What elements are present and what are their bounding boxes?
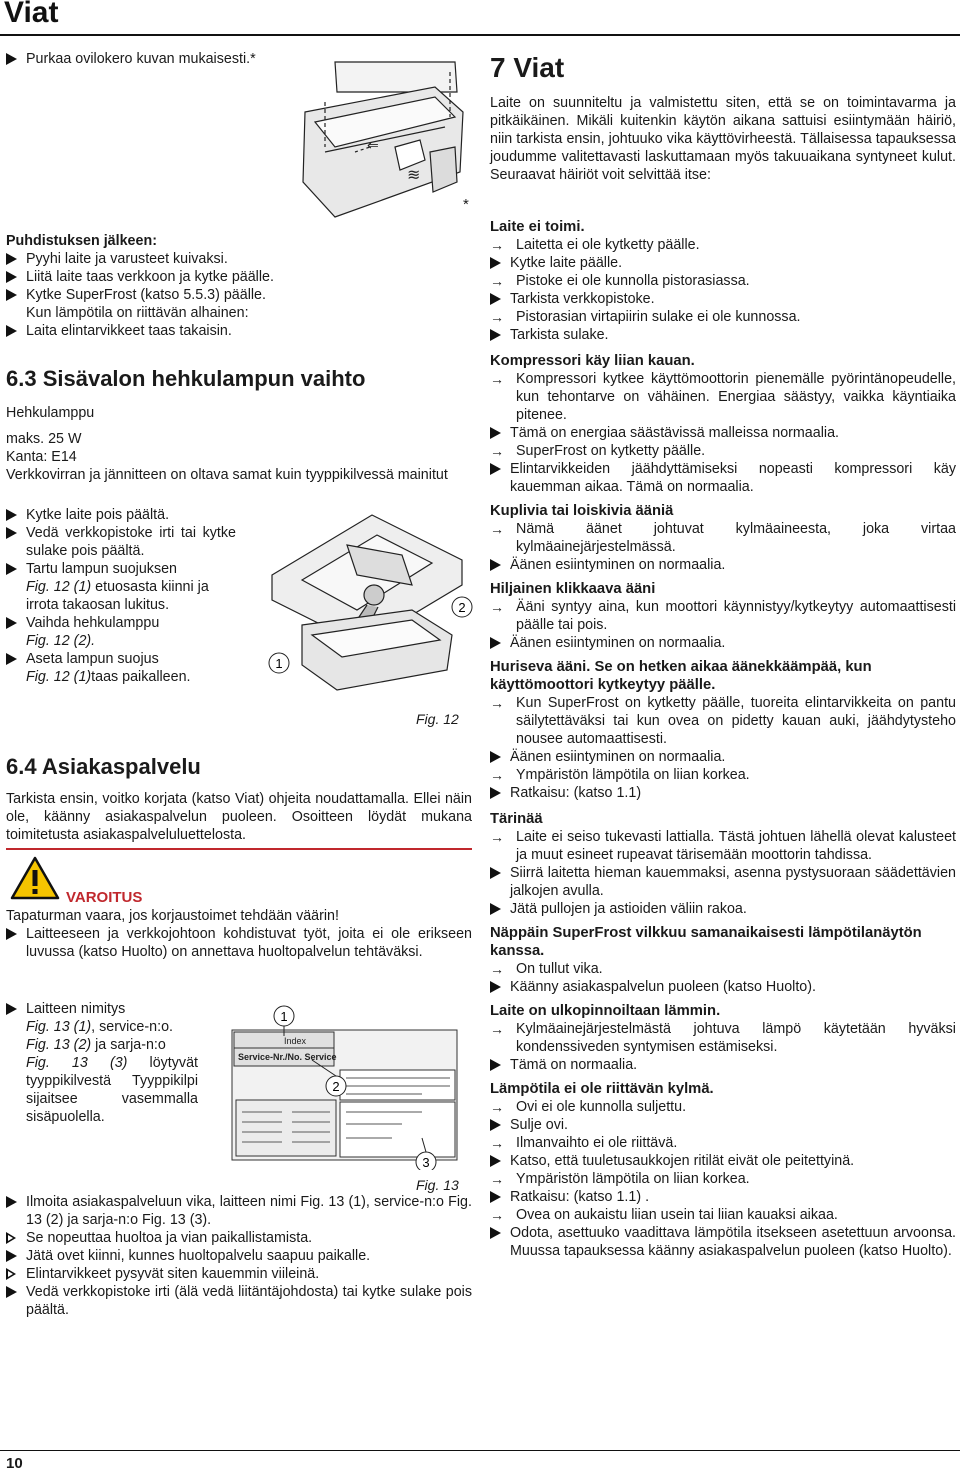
fig12-callout-1: 1 xyxy=(275,656,283,671)
fault-groups xyxy=(490,212,956,1260)
remedy-item: Kytke laite päälle. xyxy=(490,254,956,272)
cause-item: → Kompressori kytkee käyttömoottorin pienemälle pyörintänopeudelle, kun tehontarve on vähäinen. Energiaa säästyy, vaikka käyntiaika pitenee. xyxy=(490,370,956,424)
fig12-caption: Fig. 12 xyxy=(416,711,459,727)
remedy-item: Tarkista sulake. xyxy=(490,326,956,344)
bulb-specs: Hehkulamppu maks. 25 W Kanta: E14 Verkkovirran ja jännitteen on oltava samat kuin tyyppikilvessä mainitut xyxy=(6,405,448,483)
section-6-4-title: 6.4 Asiakaspalvelu xyxy=(6,754,201,779)
cause-item: → SuperFrost on kytketty päälle. xyxy=(490,442,956,460)
list-item: Vedä verkkopistoke irti tai kytke sulake pois päältä. xyxy=(6,524,236,560)
fig11-star: * xyxy=(463,196,469,213)
fault-title: Kompressori käy liian kauan. xyxy=(490,353,695,369)
list-item: Vaihda hehkulamppu Fig. 12 (2). xyxy=(6,614,236,650)
cause-item: → Pistorasian virtapiirin sulake ei ole kunnossa. xyxy=(490,308,956,326)
fault-group xyxy=(490,1002,956,1074)
cleaning-heading: Puhdistuksen jälkeen: xyxy=(6,233,157,249)
cause-item: → Kylmäainejärjestelmästä johtuva lämpö käytetään hyväksi kondenssiveden syntymisen estämiseksi. xyxy=(490,1020,956,1056)
fault-group xyxy=(490,924,956,996)
fault-group xyxy=(490,502,956,574)
intro-step: Purkaa ovilokero kuvan mukaisesti.* xyxy=(6,50,472,68)
list-item: Liitä laite taas verkkoon ja kytke päälle. xyxy=(6,268,472,286)
fault-title: Laite on ulkopinnoiltaan lämmin. xyxy=(490,1003,721,1019)
list-item: Kun lämpötila on riittävän alhainen: xyxy=(26,305,249,321)
cleaning-section xyxy=(6,232,472,340)
fig13-service-label: Service-Nr./No. Service xyxy=(238,1052,337,1062)
final-steps xyxy=(6,1193,472,1319)
remedy-item: Käänny asiakaspalvelun puoleen (katso Huolto). xyxy=(490,978,956,996)
fault-group xyxy=(490,1080,956,1260)
list-item: Jätä ovet kiinni, kunnes huoltopalvelu saapuu paikalle. xyxy=(6,1247,472,1265)
fig13-callout-2: 2 xyxy=(332,1079,340,1094)
footer-rule xyxy=(0,1450,960,1451)
cause-item: → Laite ei seiso tukevasti lattialla. Tästä johtuen lähellä olevat kalusteet ja muut esineet rupeavat tärisemään moottorin tahdissa. xyxy=(490,828,956,864)
list-item: Pyyhi laite ja varusteet kuivaksi. xyxy=(6,250,472,268)
cause-item: → Ympäristön lämpötila on liian korkea. xyxy=(490,1170,956,1188)
fault-group xyxy=(490,352,956,496)
lamp-cover-illustration xyxy=(262,505,476,705)
fault-title: Laite ei toimi. xyxy=(490,219,585,235)
list-item: Kytke laite pois päältä. xyxy=(6,506,236,524)
cause-item: → Nämä äänet johtuvat kylmäaineesta, joka virtaa kylmäainejärjestelmässä. xyxy=(490,520,956,556)
list-item: Se nopeuttaa huoltoa ja vian paikallistamista. xyxy=(6,1229,472,1247)
svg-text:≋: ≋ xyxy=(407,167,421,184)
cause-item: → Pistoke ei ole kunnolla pistorasiassa. xyxy=(490,272,956,290)
section-7-title: 7 Viat xyxy=(490,52,565,83)
remedy-item: Tämä on normaalia. xyxy=(490,1056,956,1074)
cause-item: → Ovea on aukaistu liian usein tai liian kauaksi aikaa. xyxy=(490,1206,956,1224)
bulb-steps xyxy=(6,506,236,686)
remedy-item: Sulje ovi. xyxy=(490,1116,956,1134)
fault-title: Huriseva ääni. Se on hetken aikaa äänekkäämpää, kun käyttömoottori kytkeytyy päälle. xyxy=(490,659,872,693)
fault-group xyxy=(490,810,956,918)
remedy-item: Siirrä laitetta hieman kauemmaksi, asenna pystysuoraan säädettävien jalkojen avulla. xyxy=(490,864,956,900)
remedy-item: Ratkaisu: (katso 1.1) xyxy=(490,784,956,802)
list-item: Laita elintarvikkeet taas takaisin. xyxy=(6,322,472,340)
cause-item: → Laitetta ei ole kytketty päälle. xyxy=(490,236,956,254)
fault-group xyxy=(490,658,956,802)
warning-text: Tapaturman vaara, jos korjaustoimet tehdään väärin! xyxy=(6,908,339,924)
list-item: Aseta lampun suojus Fig. 12 (1)taas paikalleen. xyxy=(6,650,236,686)
cause-item: → On tullut vika. xyxy=(490,960,956,978)
remedy-item: Katso, että tuuletusaukkojen ritilät eivät ole peitettyinä. xyxy=(490,1152,956,1170)
remedy-item: Tämä on energiaa säästävissä malleissa normaalia. xyxy=(490,424,956,442)
header-rule xyxy=(0,34,960,36)
remedy-item: Tarkista verkkopistoke. xyxy=(490,290,956,308)
section-6-4-text: Tarkista ensin, voitko korjata (katso Viat) ohjeita noudattamalla. Ellei näin ole, käänny asiakaspalvelun puoleen. Osoitteen löydät mukana toimitetusta asiakaspalveluluettelosta. xyxy=(6,791,472,843)
cause-item: → Ovi ei ole kunnolla suljettu. xyxy=(490,1098,956,1116)
remedy-item: Elintarvikkeiden jäähdyttämiseksi nopeasti kompressori käy kauemman aikaa. Tämä on normaalia. xyxy=(490,460,956,496)
page-section-title: Viat xyxy=(4,0,59,29)
cause-item: → Ilmanvaihto ei ole riittävä. xyxy=(490,1134,956,1152)
fault-title: Tärinää xyxy=(490,811,543,827)
fault-group xyxy=(490,580,956,652)
svg-text:⇐: ⇐ xyxy=(367,137,379,153)
fault-group xyxy=(490,218,956,344)
fault-title: Lämpötila ei ole riittävän kylmä. xyxy=(490,1081,714,1097)
page-number: 10 xyxy=(6,1455,23,1472)
nameplate-illustration xyxy=(222,1000,472,1170)
remedy-item: Jätä pullojen ja astioiden väliin rakoa. xyxy=(490,900,956,918)
section-7-intro: Laite on suunniteltu ja valmistettu siten, että se on toimintavarma ja pitkäikäinen. Mikäli kuitenkin käytön aikana sattuisi esiintymään häiriö, niin tarkista ensin, johtuuko vika käyttövirheestä. Tällaisessa tapauksessa joudumme valitettavasti laskuttamaan myös takuuaikana syntyneet kulut. Seuraavat häiriöt voit selvittää itse: xyxy=(490,95,956,183)
fig13-caption: Fig. 13 xyxy=(416,1177,459,1193)
fault-title: Hiljainen klikkaava ääni xyxy=(490,581,656,597)
warning-rule xyxy=(6,848,472,850)
remedy-item: Ratkaisu: (katso 1.1) . xyxy=(490,1188,956,1206)
fault-title: Näppäin SuperFrost vilkkuu samanaikaisesti lämpötilanäytön kanssa. xyxy=(490,925,922,959)
section-6-3-title: 6.3 Sisävalon hehkulampun vaihto xyxy=(6,366,366,391)
list-item: Tartu lampun suojuksen Fig. 12 (1) etuosasta kiinni ja irrota takaosan lukitus. xyxy=(6,560,236,614)
nameplate-text: Laitteen nimitys Fig. 13 (1), service-n:o. Fig. 13 (2) ja sarja-n:o Fig. 13 (3) löytyvät tyyppikilvestä Tyyppikilpi sijaitsee vasemmalla sisäpuolella. xyxy=(6,1000,198,1126)
warning-title: VAROITUS xyxy=(66,889,143,906)
list-item: Vedä verkkopistoke irti (älä vedä liitäntäjohdosta) tai kytke sulake pois päältä. xyxy=(6,1283,472,1319)
list-item: Elintarvikkeet pysyvät siten kauemmin viileinä. xyxy=(6,1265,472,1283)
fig13-index-label: Index xyxy=(284,1036,307,1046)
remedy-item: Äänen esiintyminen on normaalia. xyxy=(490,748,956,766)
remedy-item: Äänen esiintyminen on normaalia. xyxy=(490,556,956,574)
cause-item: → Ympäristön lämpötila on liian korkea. xyxy=(490,766,956,784)
fig13-callout-1: 1 xyxy=(280,1009,288,1024)
fault-title: Kuplivia tai loiskivia ääniä xyxy=(490,503,674,519)
warning-step: Laitteeseen ja verkkojohtoon kohdistuvat työt, joita ei ole erikseen luvussa (katso Huolto) on annettava huoltopalvelun tehtäväksi. xyxy=(6,925,472,961)
door-shelf-illustration xyxy=(295,52,470,222)
remedy-item: Odota, asettuuko vaadittava lämpötila itsekseen asetettuun arvoonsa. Muussa tapauksessa käänny asiakaspalvelun puoleen (katso Huolto). xyxy=(490,1224,956,1260)
cause-item: → Kun SuperFrost on kytketty päälle, tuoreita elintarvikkeita on pantu säilytettäväksi tai kun ovea on pidetty kauan auki, jäähdytysteho nousee automaattisesti. xyxy=(490,694,956,748)
cause-item: → Ääni syntyy aina, kun moottori käynnistyy/kytkeytyy automaattisesti päälle tai pois. xyxy=(490,598,956,634)
list-item: Kytke SuperFrost (katso 5.5.3) päälle. xyxy=(6,286,472,304)
remedy-item: Äänen esiintyminen on normaalia. xyxy=(490,634,956,652)
warning-icon xyxy=(10,856,60,900)
fig13-callout-3: 3 xyxy=(422,1155,430,1170)
list-item: Ilmoita asiakaspalveluun vika, laitteen nimi Fig. 13 (1), service-n:o Fig. 13 (2) ja sarja-n:o Fig. 13 (3). xyxy=(6,1193,472,1229)
fig12-callout-2: 2 xyxy=(458,600,466,615)
